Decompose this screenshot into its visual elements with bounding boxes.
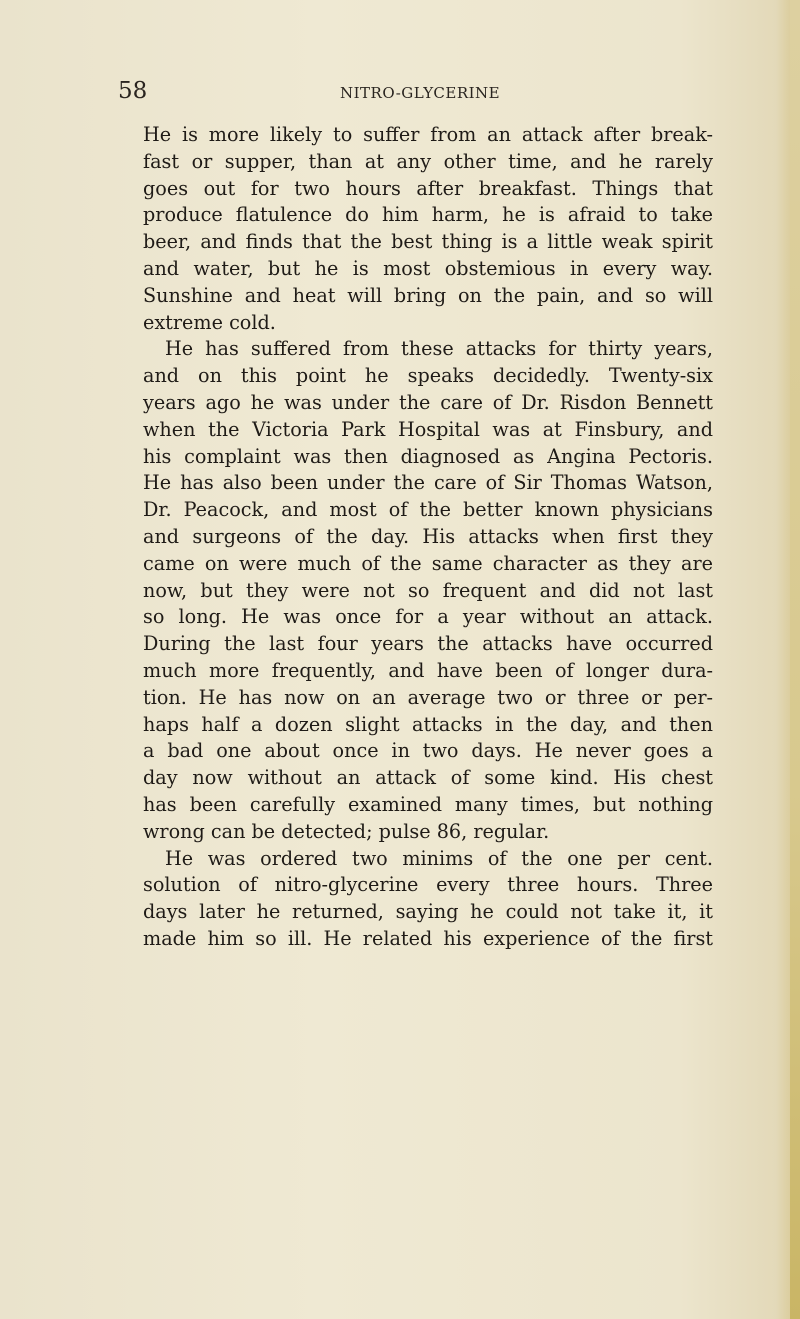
text-line: He was ordered two minims of the one per cent. bbox=[165, 846, 713, 870]
text-line: made him so ill. He related his experience of the first bbox=[143, 926, 713, 950]
text-line: produce flatulence do him harm, he is afraid to take bbox=[143, 203, 713, 227]
text-line: so long. He was once for a year without an attack. bbox=[143, 605, 713, 629]
text-line: wrong can be detected; pulse 86, regular. bbox=[143, 819, 550, 843]
text-line: when the Victoria Park Hospital was at Finsbury, and bbox=[143, 417, 713, 441]
text-line: beer, and finds that the best thing is a little weak spirit bbox=[143, 230, 713, 254]
text-line: He has also been under the care of Sir Thomas Watson, bbox=[143, 471, 713, 495]
text-line: and surgeons of the day. His attacks when first they bbox=[143, 524, 713, 548]
text-line: He has suffered from these attacks for thirty years, bbox=[165, 337, 713, 361]
text-line: much more frequently, and have been of longer dura- bbox=[143, 658, 713, 682]
page-header bbox=[118, 78, 718, 108]
text-line: tion. He has now on an average two or three or per- bbox=[143, 685, 713, 709]
text-line: day now without an attack of some kind. His chest bbox=[143, 766, 713, 790]
text-line: has been carefully examined many times, but nothing bbox=[143, 792, 713, 816]
text-line: and on this point he speaks decidedly. Twenty-six bbox=[143, 364, 713, 388]
text-line: haps half a dozen slight attacks in the day, and then bbox=[143, 712, 713, 736]
text-line: goes out for two hours after breakfast. Things that bbox=[143, 176, 713, 200]
page-edge bbox=[790, 0, 800, 1319]
text-line: He is more likely to suffer from an attack after break- bbox=[143, 123, 713, 146]
text-line: days later he returned, saying he could not take it, it bbox=[143, 900, 713, 924]
running-head: NITRO-GLYCERINE bbox=[340, 84, 501, 102]
text-line: Dr. Peacock, and most of the better known physicians bbox=[143, 498, 713, 522]
text-line: and water, but he is most obstemious in every way. bbox=[143, 256, 713, 280]
text-line: his complaint was then diagnosed as Angina Pectoris. bbox=[143, 444, 713, 468]
text-line: fast or supper, than at any other time, and he rarely bbox=[143, 149, 713, 173]
text-line: now, but they were not so frequent and did not last bbox=[143, 578, 713, 602]
text-line: came on were much of the same character as they are bbox=[143, 551, 713, 575]
body-text bbox=[143, 122, 713, 953]
text-line: extreme cold. bbox=[143, 310, 276, 334]
text-line: a bad one about once in two days. He never goes a bbox=[143, 739, 713, 763]
text-line: years ago he was under the care of Dr. Risdon Bennett bbox=[143, 390, 713, 414]
page-number: 58 bbox=[118, 78, 148, 104]
text-line: During the last four years the attacks have occurred bbox=[143, 632, 713, 656]
text-line: solution of nitro-glycerine every three hours. Three bbox=[143, 873, 713, 897]
text-line: Sunshine and heat will bring on the pain, and so will bbox=[143, 283, 713, 307]
